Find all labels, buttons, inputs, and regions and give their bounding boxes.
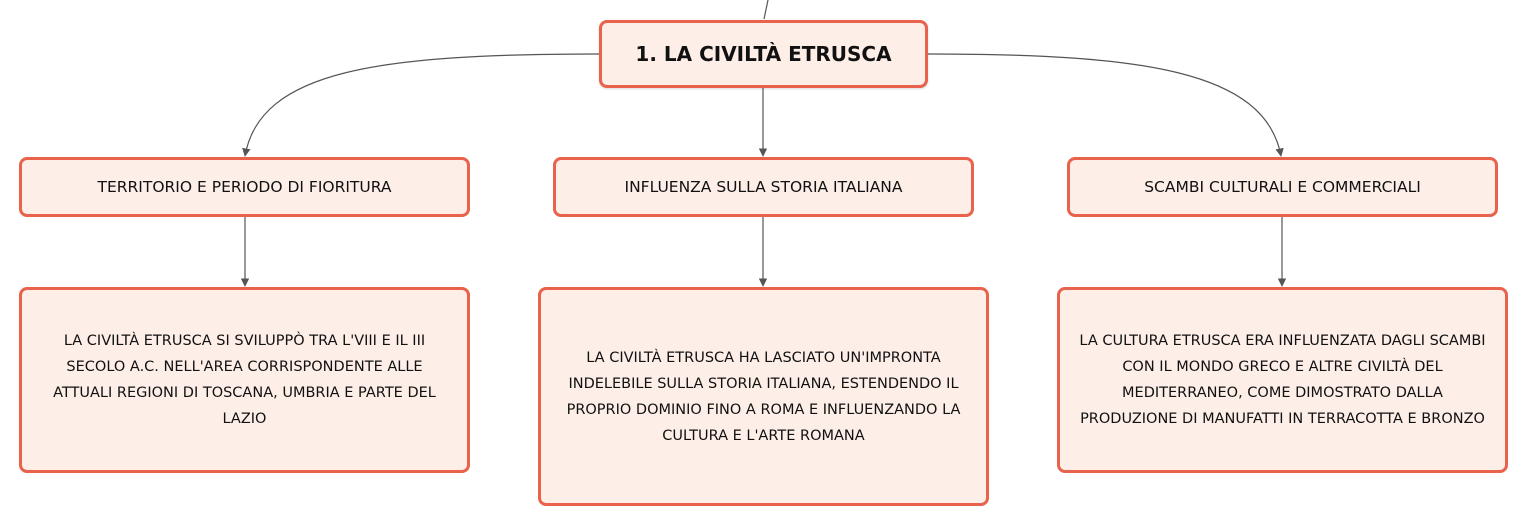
connector-root-to-territorio <box>245 54 599 156</box>
branch-label-influenza: INFLUENZA SULLA STORIA ITALIANA <box>624 178 903 196</box>
root-topic-label: 1. LA CIVILTÀ ETRUSCA <box>635 42 892 66</box>
root-topic-node[interactable] <box>599 20 928 88</box>
branch-label-scambi: SCAMBI CULTURALI E COMMERCIALI <box>1144 178 1421 196</box>
detail-text-scambi: LA CULTURA ETRUSCA ERA INFLUENZATA DAGLI SCAMBI CON IL MONDO GRECO E ALTRE CIVILTÀ DEL MEDITERRANEO, COME DIMOSTRATO DALLA PRODUZIONE DI MANUFATTI IN TERRACOTTA E BRONZO <box>1079 333 1486 427</box>
connector-root-to-scambi <box>928 54 1281 156</box>
detail-text-influenza: LA CIVILTÀ ETRUSCA HA LASCIATO UN'IMPRONTA INDELEBILE SULLA STORIA ITALIANA, ESTENDENDO IL PROPRIO DOMINIO FINO A ROMA E INFLUENZANDO LA CULTURA E L'ARTE ROMANA <box>566 349 961 444</box>
detail-text-territorio: LA CIVILTÀ ETRUSCA SI SVILUPPÒ TRA L'VIII E IL III SECOLO A.C. NELL'AREA CORRISPONDENTE ALLE ATTUALI REGIONI DI TOSCANA, UMBRIA E PARTE DEL LAZIO <box>53 333 436 427</box>
branch-label-territorio: TERRITORIO E PERIODO DI FIORITURA <box>97 178 392 196</box>
branch-node-territorio[interactable] <box>19 157 470 217</box>
detail-node-territorio[interactable] <box>19 287 470 473</box>
branch-node-influenza[interactable] <box>553 157 974 217</box>
detail-node-scambi[interactable] <box>1057 287 1508 473</box>
incoming-connector <box>764 0 768 19</box>
branch-node-scambi[interactable] <box>1067 157 1498 217</box>
detail-node-influenza[interactable] <box>538 287 989 506</box>
